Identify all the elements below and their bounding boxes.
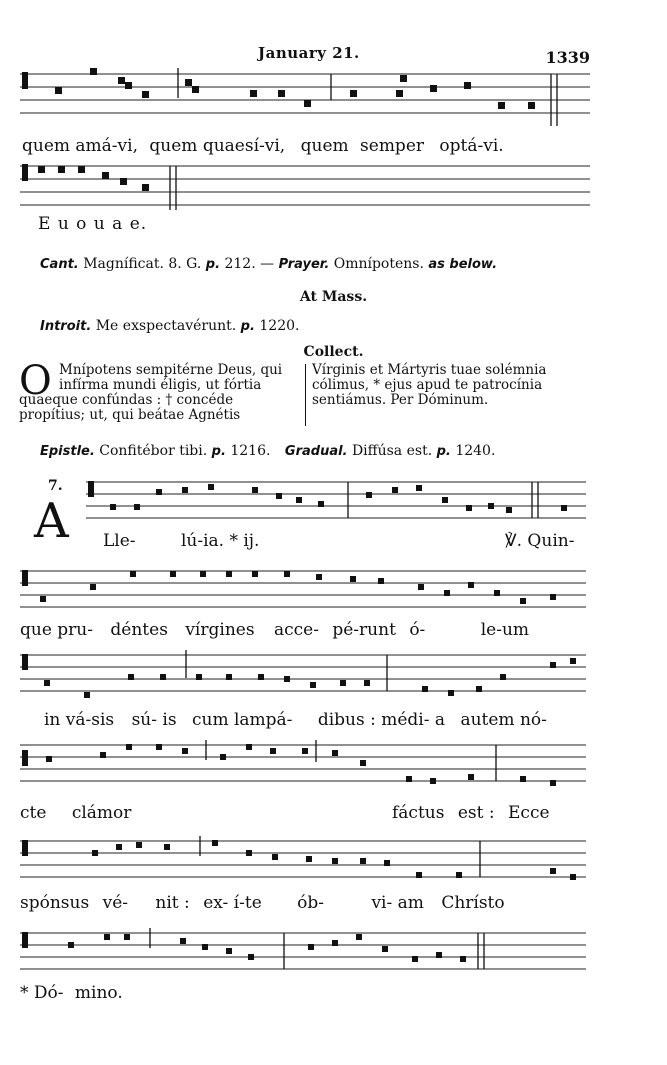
verse-start: ℣. Quin-	[505, 531, 575, 551]
staff-4	[20, 568, 586, 612]
lyric-row	[22, 136, 504, 156]
introit-text: Me exspectavérunt.	[95, 318, 237, 334]
syllable: vé-	[102, 893, 129, 913]
collect-line: propítius; ut, qui beátae Agnétis	[19, 407, 241, 423]
syllable: cte	[20, 803, 47, 823]
prayer-text: Omnípotens.	[333, 256, 424, 272]
gradual-label: Gradual.	[284, 444, 348, 459]
introit-label: Introit.	[40, 319, 92, 334]
lyric-row	[20, 983, 123, 1003]
prayer-label: Prayer.	[278, 257, 330, 272]
syllable: autem nó-	[460, 710, 547, 730]
syllable: pé-runt	[332, 620, 396, 640]
as-below: as below.	[428, 257, 498, 272]
lyric-row	[392, 803, 550, 823]
collect-line: Mnípotens sempitérne Deus, qui	[59, 362, 283, 378]
staff-5	[20, 650, 586, 700]
syllable: déntes	[110, 620, 168, 640]
cant-text: Magníficat. 8. G.	[83, 256, 202, 272]
lyric-row	[44, 710, 547, 730]
syllable: ex- í-te	[203, 893, 262, 913]
page-ref-p: p.	[436, 444, 451, 459]
syllable: * Dó-	[20, 983, 64, 1003]
lyric-row	[20, 620, 529, 640]
syllable: fáctus	[392, 803, 445, 823]
epistle-line	[40, 443, 495, 459]
page-header-title: January 21.	[258, 44, 360, 62]
syllable: lú-ia. * ij.	[180, 531, 260, 551]
staff-2	[20, 160, 590, 214]
mode-number: 7.	[48, 478, 63, 494]
collect-line: quaeque confúndas : † concéde	[19, 392, 234, 408]
page-ref-num: 1220.	[259, 318, 300, 334]
syllable: quem	[300, 136, 349, 156]
collect-left-column	[19, 358, 302, 423]
initial-letter: A	[34, 493, 69, 549]
collect-title: Collect.	[303, 344, 364, 360]
staff-8	[20, 928, 586, 978]
syllable: dibus : médi- a	[317, 710, 446, 730]
syllable: spónsus	[20, 893, 90, 913]
page-ref-p: p.	[211, 444, 226, 459]
syllable: quem amá-vi,	[22, 136, 138, 156]
syllable: sú- is	[131, 710, 177, 730]
lyric-row	[103, 531, 259, 551]
collect-right-column	[312, 363, 592, 408]
page-number: 1339	[545, 48, 590, 67]
cant-label: Cant.	[40, 257, 79, 272]
syllable: vírgines	[185, 620, 255, 640]
epistle-label: Epistle.	[40, 444, 95, 459]
syllable: Ecce	[508, 803, 550, 823]
introit-line	[40, 318, 299, 334]
collect-line: cólimus, * ejus apud te patrocínia	[312, 377, 543, 393]
gradual-text: Diffúsa est.	[351, 443, 433, 459]
epistle-text: Confitébor tibi.	[99, 443, 208, 459]
lyric-row	[20, 803, 131, 823]
column-divider	[305, 364, 306, 426]
at-mass-heading: At Mass.	[299, 289, 368, 305]
syllable: Chrísto	[441, 893, 505, 913]
syllable: optá-vi.	[439, 136, 504, 156]
syllable: vi- am	[371, 893, 424, 913]
syllable: mino.	[74, 983, 123, 1003]
page-ref-p: p.	[205, 257, 221, 272]
syllable: est :	[457, 803, 495, 823]
syllable: semper	[360, 136, 425, 156]
staff-7	[20, 836, 586, 886]
syllable: le-um	[480, 620, 530, 640]
lyric-row	[20, 893, 505, 913]
page-ref-num: 212. —	[224, 256, 275, 272]
page-ref-num: 1216.	[230, 443, 271, 459]
syllable: que pru-	[20, 620, 93, 640]
syllable: quem quaesí-vi,	[149, 136, 286, 156]
syllable: clámor	[71, 803, 132, 823]
euouae: E u o u a e.	[38, 214, 148, 234]
page-ref-p: p.	[240, 319, 255, 334]
collect-line: sentiámus. Per Dóminum.	[312, 392, 489, 408]
staff-6	[20, 740, 586, 790]
syllable: Lle-	[103, 531, 136, 551]
syllable: in vá-sis	[44, 710, 115, 730]
syllable: nit :	[155, 893, 190, 913]
syllable: cum lampá-	[191, 710, 293, 730]
collect-line: infírma mundi éligis, ut fórtia	[59, 377, 262, 393]
collect-line: Vírginis et Mártyris tuae solémnia	[312, 362, 547, 378]
collect-dropcap: O	[19, 358, 52, 404]
staff-3	[86, 477, 586, 525]
staff-1	[20, 64, 590, 134]
cant-line	[40, 256, 497, 272]
page-ref-num: 1240.	[455, 443, 496, 459]
syllable: acce-	[273, 620, 319, 640]
syllable: ó-	[409, 620, 426, 640]
syllable: ób-	[297, 893, 325, 913]
